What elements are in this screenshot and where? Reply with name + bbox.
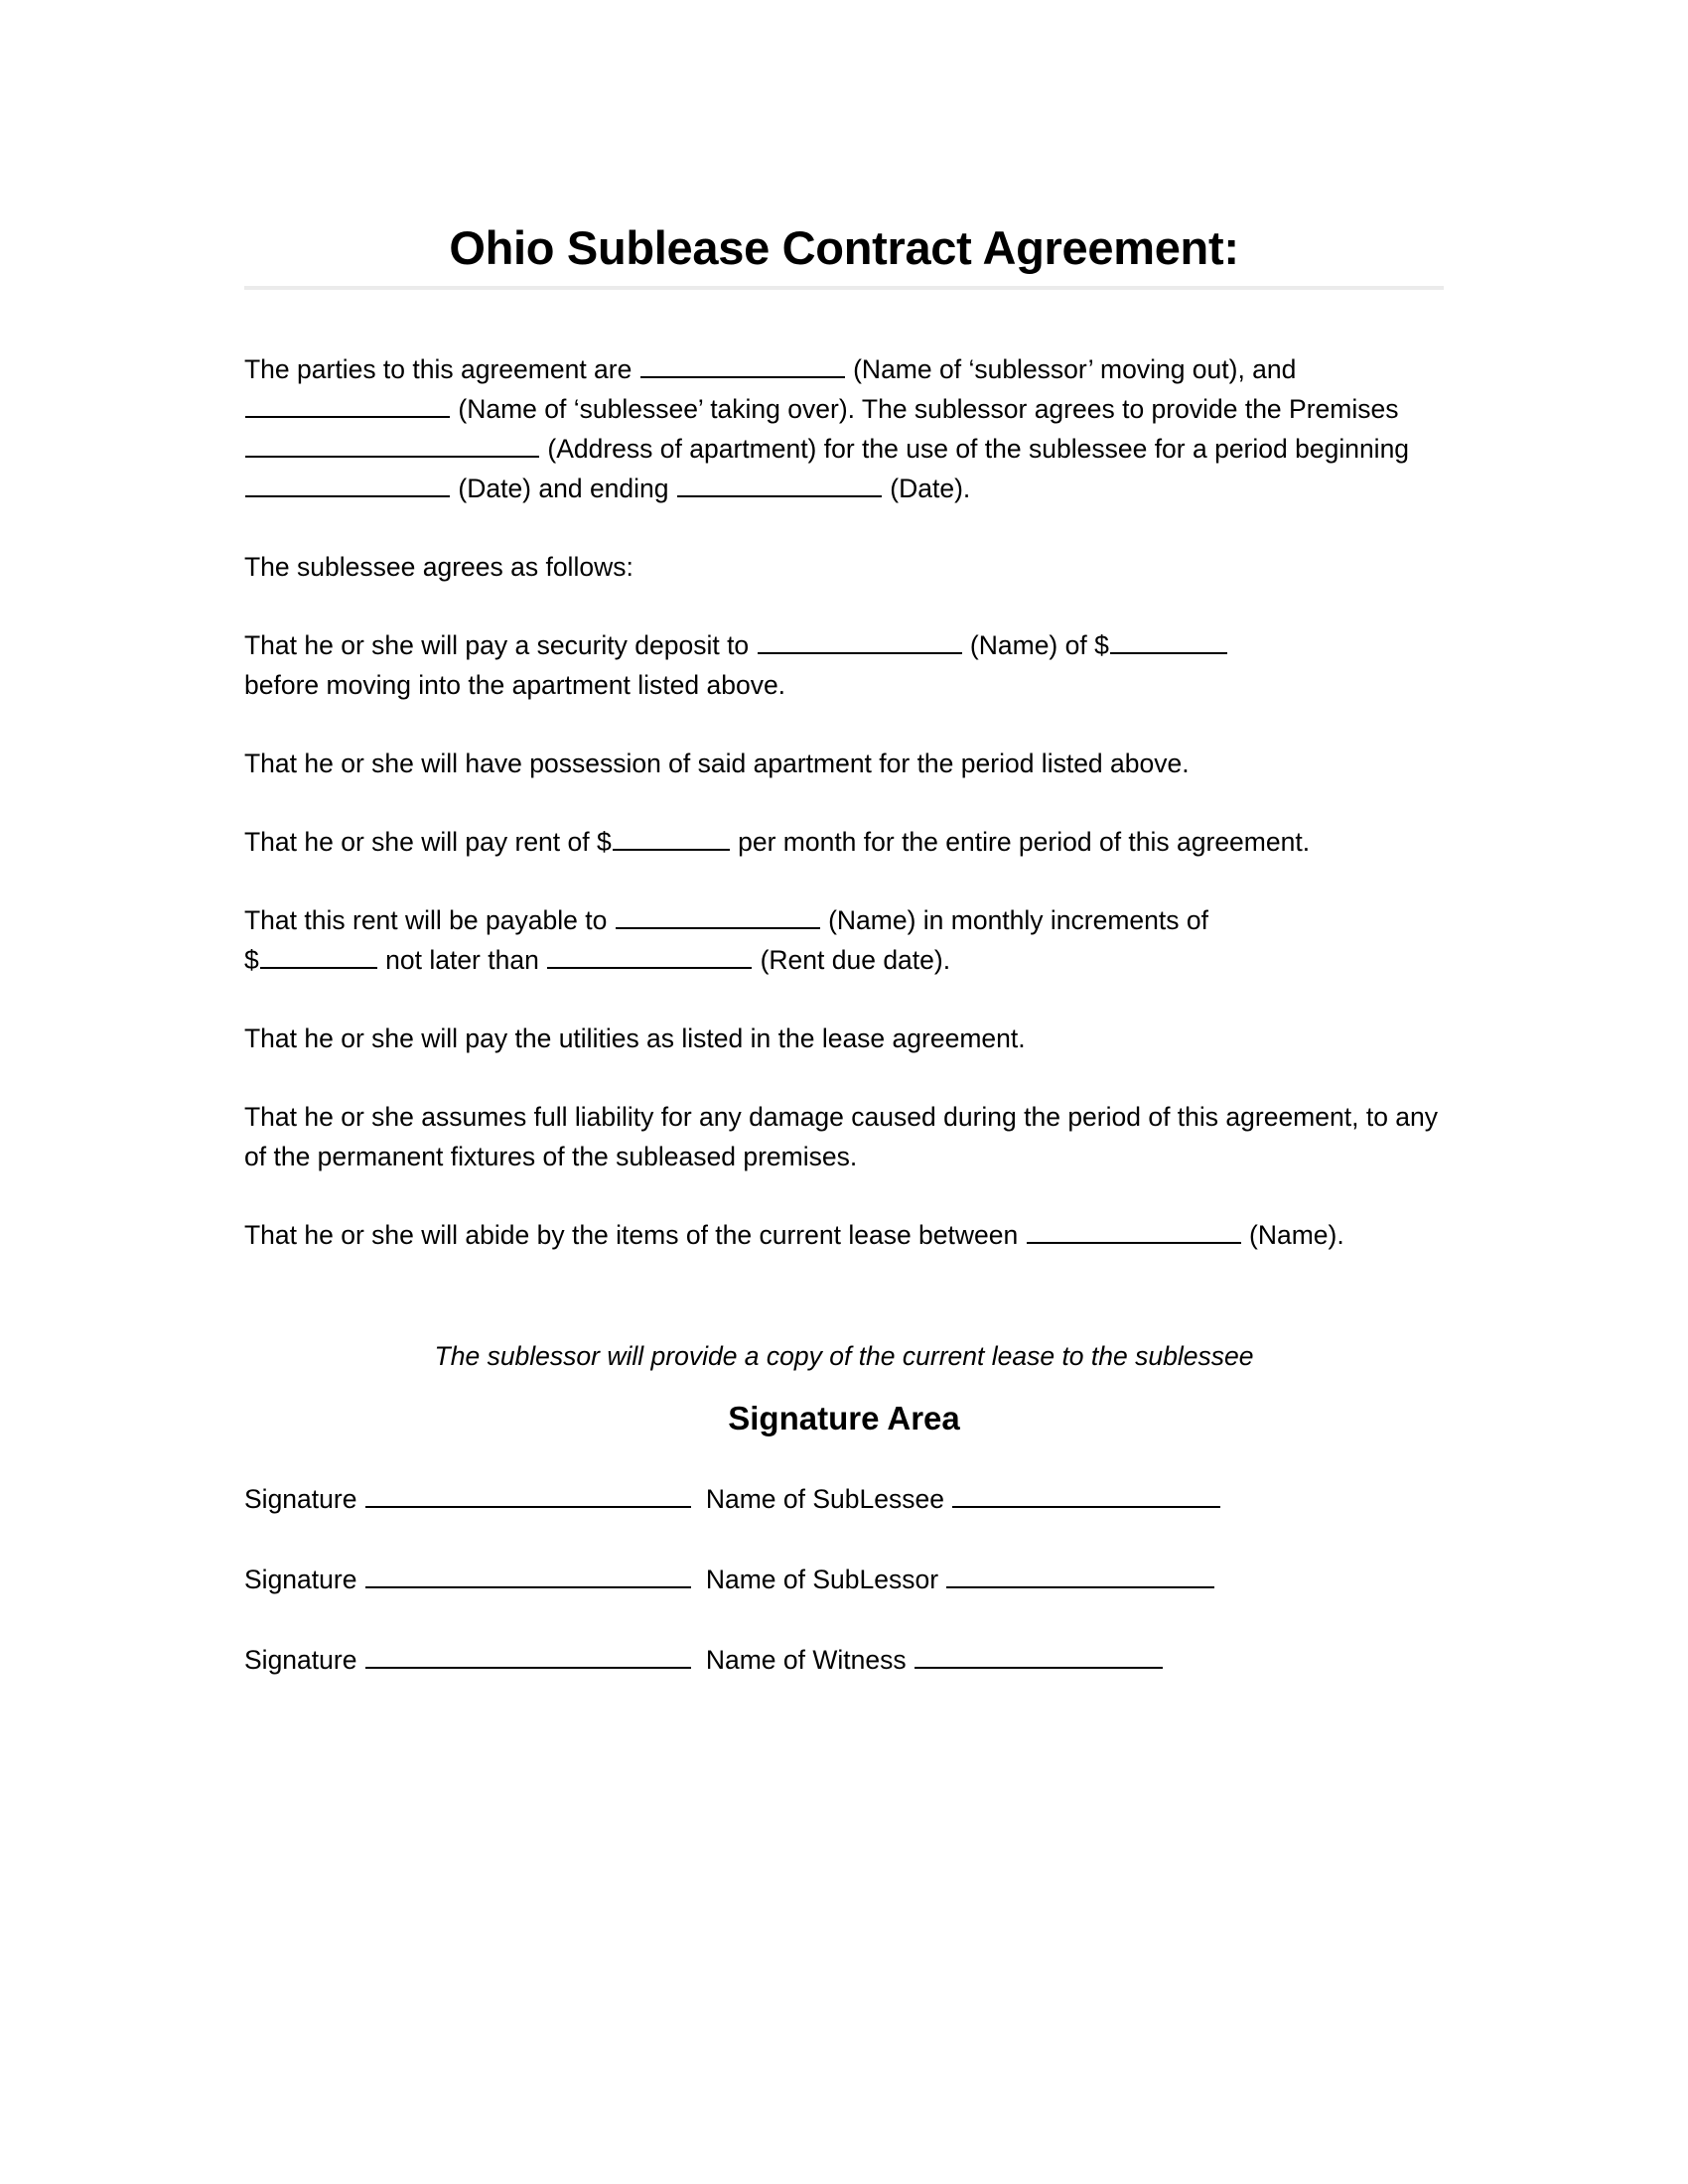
name-label-sublessor: Name of SubLessor [705,1565,939,1594]
parties-text-3: (Name of ‘sublessee’ taking over). The sublessor agrees to provide the [458,394,1282,424]
paragraph-utilities [244,1019,1444,1058]
possession-text: That he or she will have possession of said apartment for the period listed above. [244,749,1190,778]
blank-sublessor-name[interactable] [640,352,845,378]
blank-monthly-rent-amount[interactable] [613,825,730,851]
deposit-text-1: That he or she will pay a security deposit to [244,630,750,660]
blank-sublessee-name[interactable] [245,392,450,418]
paragraph-liability [244,1097,1444,1176]
payable-text-1: That this rent will be payable to [244,905,608,935]
signature-area-heading [244,1396,1444,1441]
signature-row-witness [244,1640,1444,1680]
lease-copy-note [244,1336,1444,1376]
payable-text-2: (Name) in monthly increments of [828,905,1208,935]
abide-text-1: That he or she will abide by the items of the current lease between [244,1220,1019,1250]
paragraph-abide-lease [244,1215,1444,1255]
lease-copy-note-text: The sublessor will provide a copy of the current lease to the sublessee [434,1341,1254,1371]
document-body [244,349,1444,1294]
blank-name-sublessor[interactable] [946,1563,1214,1588]
rent-text-2: per month for the entire period of this agreement. [738,827,1311,857]
name-label-sublessee: Name of SubLessee [705,1484,944,1514]
blank-period-begin-date[interactable] [245,472,450,497]
blank-increment-amount[interactable] [260,943,377,969]
abide-text-2: (Name). [1249,1220,1344,1250]
blank-current-lease-party-name[interactable] [1027,1218,1241,1244]
blank-signature-sublessee[interactable] [365,1482,691,1508]
blank-name-sublessee[interactable] [952,1482,1220,1508]
parties-text-2: (Name of ‘sublessor’ moving out), and [853,354,1297,384]
blank-premises-address[interactable] [245,432,539,458]
paragraph-parties [244,349,1444,508]
name-label-witness: Name of Witness [705,1645,907,1675]
blank-deposit-amount[interactable] [1110,628,1227,654]
parties-text-8: (Date). [890,474,971,503]
blank-rent-due-date[interactable] [547,943,752,969]
payable-text-4: not later than [385,945,539,975]
page-title: Ohio Sublease Contract Agreement: [449,221,1239,274]
signature-label-witness: Signature [244,1645,357,1675]
parties-text-4: Premises [1289,394,1399,424]
rent-text-1: That he or she will pay rent of $ [244,827,612,857]
title-divider [244,286,1444,290]
paragraph-agrees-intro [244,547,1444,587]
liability-text-1: That he or she assumes full liability for any damage caused during the period of this agreement, [244,1102,1359,1132]
deposit-text-2: (Name) of $ [969,630,1109,660]
agrees-intro-text: The sublessee agrees as follows: [244,552,633,582]
blank-deposit-payee-name[interactable] [758,628,962,654]
blank-rent-payee-name[interactable] [616,903,820,929]
parties-text-6: for a period beginning [1154,434,1410,464]
paragraph-security-deposit [244,625,1444,705]
blank-name-witness[interactable] [914,1643,1163,1669]
payable-text-3: $ [244,945,259,975]
parties-text-1: The parties to this agreement are [244,354,633,384]
parties-text-5: (Address of apartment) for the use of the sublessee [547,434,1148,464]
utilities-text: That he or she will pay the utilities as listed in the lease agreement. [244,1024,1026,1053]
parties-text-7: (Date) and ending [458,474,669,503]
payable-text-5: (Rent due date). [760,945,951,975]
paragraph-rent-amount [244,822,1444,862]
blank-signature-witness[interactable] [365,1643,691,1669]
paragraph-rent-payable [244,900,1444,980]
signature-row-sublessor [244,1560,1444,1599]
deposit-text-3: before moving into the apartment listed above. [244,670,786,700]
signature-row-sublessee [244,1479,1444,1519]
blank-signature-sublessor[interactable] [365,1563,691,1588]
signature-area [244,1479,1444,1720]
blank-period-end-date[interactable] [677,472,882,497]
signature-label-sublessee: Signature [244,1484,357,1514]
paragraph-possession [244,744,1444,783]
signature-area-heading-text: Signature Area [728,1400,960,1436]
liability-text-2: to any of the permanent fixtures of the subleased premises. [244,1102,1439,1171]
signature-label-sublessor: Signature [244,1565,357,1594]
